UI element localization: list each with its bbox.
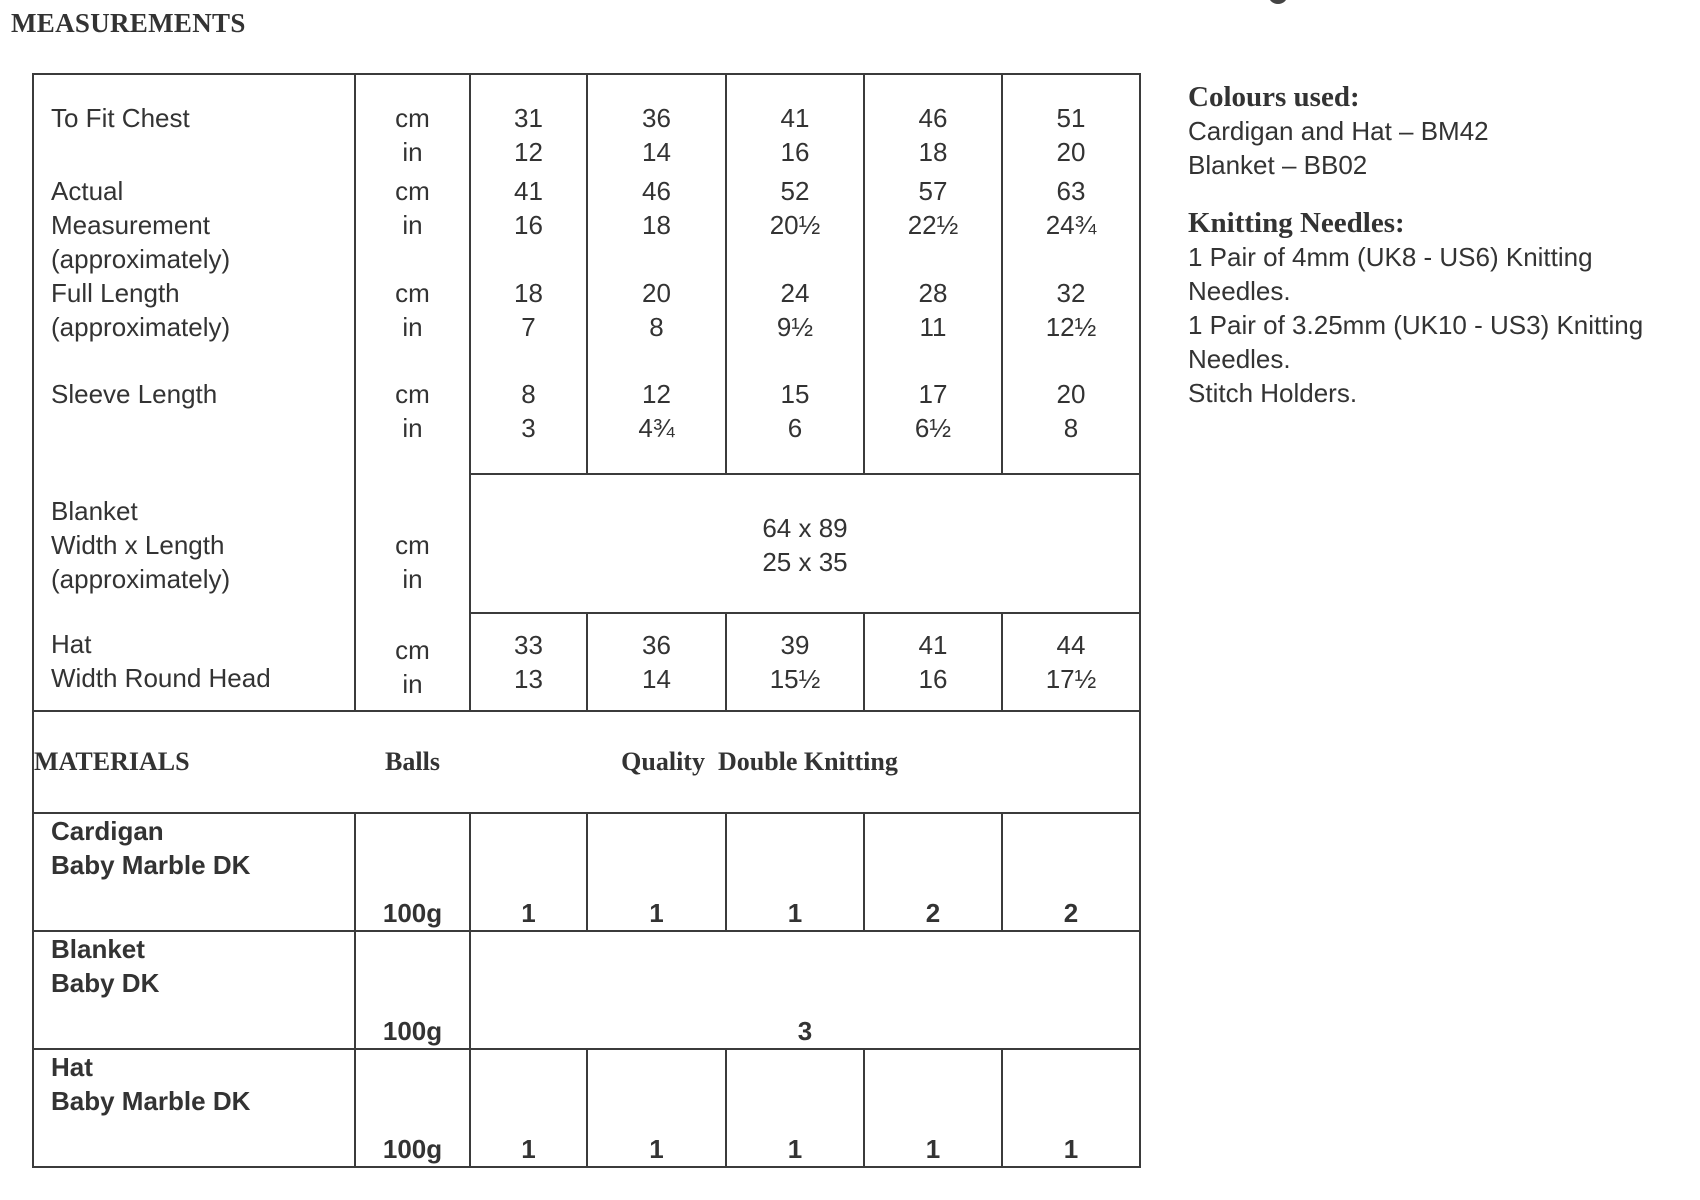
material-yarn: Baby Marble DK <box>51 850 251 880</box>
size-cell: 28 11 <box>864 276 1002 377</box>
cropped-glyph <box>1268 0 1288 4</box>
material-yarn: Baby Marble DK <box>51 1086 251 1116</box>
material-yarn: Baby DK <box>51 968 160 998</box>
size-cell: 12 4¾ <box>587 377 726 474</box>
measure-row-chest <box>33 74 1140 174</box>
material-row-blanket <box>33 931 1140 1049</box>
colours-heading: Colours used: <box>1188 81 1360 113</box>
qty-cell: 1 <box>470 1049 587 1167</box>
material-name: Hat <box>51 1052 93 1082</box>
quality-heading: Quality Double Knitting <box>470 711 1140 813</box>
size-cell: 52 20½ <box>726 174 864 276</box>
qty-cell: 1 <box>587 813 726 931</box>
material-name: Cardigan <box>51 816 164 846</box>
page-title: MEASUREMENTS <box>11 8 246 38</box>
qty-cell: 2 <box>864 813 1002 931</box>
needle-line: Needles. <box>1188 344 1291 374</box>
size-cell: 36 14 <box>587 74 726 174</box>
size-cell: 51 20 <box>1002 74 1140 174</box>
size-cell: 44 17½ <box>1002 613 1140 711</box>
blanket-size-cell: 64 x 89 25 x 35 <box>470 474 1140 613</box>
balls-heading: Balls <box>355 711 470 813</box>
measure-row-full-length: Full Length (approximately) cm in 18 7 20 8 24 9½ 28 11 32 12½ <box>33 276 1140 377</box>
measure-row-actual: Actual Measurement (approximately) cm in 41 16 46 18 52 20½ 57 22½ 63 24¾ <box>33 174 1140 276</box>
size-cell: 20 8 <box>587 276 726 377</box>
qty-cell: 1 <box>726 1049 864 1167</box>
colour-item: Cardigan and Hat – BM42 <box>1188 116 1489 146</box>
measure-label: Full Length <box>51 278 180 308</box>
size-cell: 15 6 <box>726 377 864 474</box>
measure-row-sleeve: Sleeve Length cm in 8 3 12 4¾ 15 6 17 6½ 20 8 <box>33 377 1140 474</box>
needle-line: Stitch Holders. <box>1188 378 1358 408</box>
measure-label: Actual <box>51 176 124 206</box>
material-weight: 100g <box>355 931 470 1049</box>
measurements-table <box>32 73 1141 1168</box>
measure-label: Hat <box>51 629 92 659</box>
material-weight: 100g <box>355 1049 470 1167</box>
size-cell: 36 14 <box>587 613 726 711</box>
size-cell: 63 24¾ <box>1002 174 1140 276</box>
qty-cell: 1 <box>726 813 864 931</box>
qty-cell: 3 <box>470 931 1140 1049</box>
measure-label: Blanket <box>51 496 138 526</box>
qty-cell: 1 <box>864 1049 1002 1167</box>
needle-line: 1 Pair of 4mm (UK8 - US6) Knitting <box>1188 242 1593 272</box>
size-cell: 41 16 <box>864 613 1002 711</box>
size-cell: 24 9½ <box>726 276 864 377</box>
size-cell: 20 8 <box>1002 377 1140 474</box>
material-row-hat <box>33 1049 1140 1167</box>
materials-heading: MATERIALS <box>33 711 355 813</box>
size-cell: 46 18 <box>587 174 726 276</box>
materials-header <box>33 711 1140 813</box>
qty-cell: 1 <box>470 813 587 931</box>
needle-line: Needles. <box>1188 276 1291 306</box>
measure-label: To Fit Chest <box>51 103 190 133</box>
size-cell: 8 3 <box>470 377 587 474</box>
size-cell: 41 16 <box>470 174 587 276</box>
size-cell: 18 7 <box>470 276 587 377</box>
needle-line: 1 Pair of 3.25mm (UK10 - US3) Knitting <box>1188 310 1644 340</box>
unit-cm: cm <box>395 103 430 133</box>
size-cell: 32 12½ <box>1002 276 1140 377</box>
size-cell: 17 6½ <box>864 377 1002 474</box>
size-cell: 57 22½ <box>864 174 1002 276</box>
size-cell: 39 15½ <box>726 613 864 711</box>
side-info <box>1188 80 1698 410</box>
colour-item: Blanket – BB02 <box>1188 150 1368 180</box>
qty-cell: 2 <box>1002 813 1140 931</box>
measure-row-hat: Hat Width Round Head cm in 33 13 36 14 39 15½ 41 16 44 17½ <box>33 613 1140 711</box>
measure-label: Sleeve Length <box>51 379 218 409</box>
material-name: Blanket <box>51 934 145 964</box>
size-cell: 41 16 <box>726 74 864 174</box>
size-cell: 33 13 <box>470 613 587 711</box>
material-row-cardigan <box>33 813 1140 931</box>
qty-cell: 1 <box>587 1049 726 1167</box>
material-weight: 100g <box>355 813 470 931</box>
needles-heading: Knitting Needles: <box>1188 207 1405 239</box>
size-cell: 31 12 <box>470 74 587 174</box>
qty-cell: 1 <box>1002 1049 1140 1167</box>
size-cell: 46 18 <box>864 74 1002 174</box>
unit-in: in <box>402 137 423 167</box>
measure-row-blanket: Blanket Width x Length (approximately) cm in 64 x 89 25 x 35 <box>33 474 1140 613</box>
